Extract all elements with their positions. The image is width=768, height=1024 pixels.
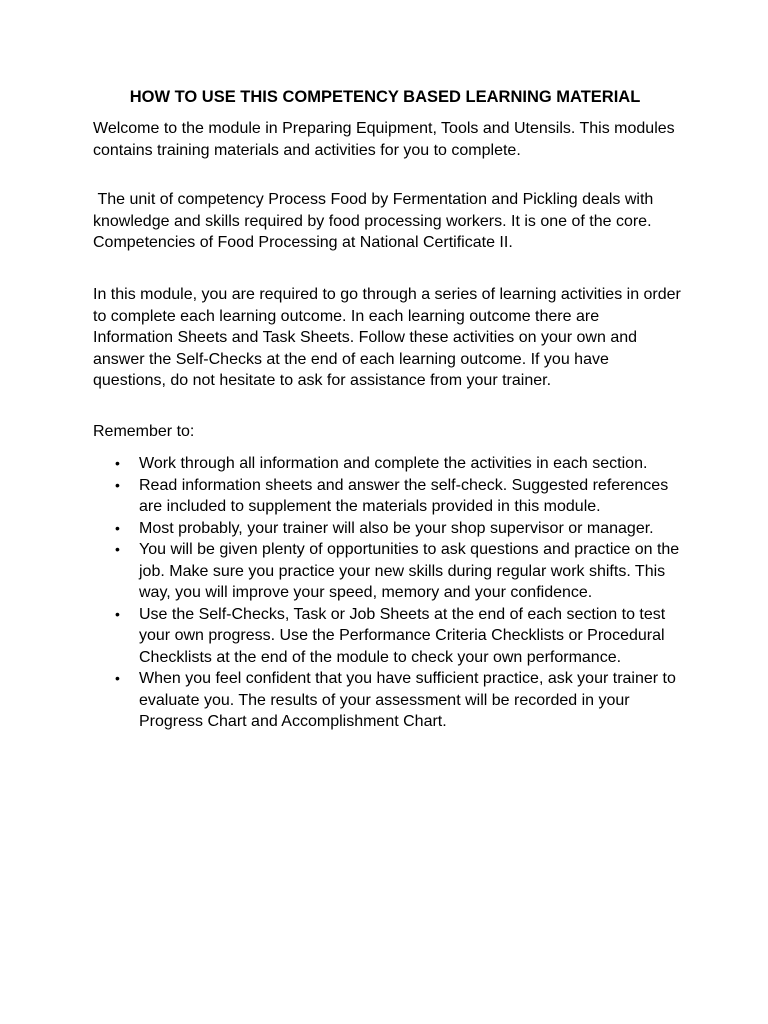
welcome-paragraph: Welcome to the module in Preparing Equipment, Tools and Utensils. This modules contains training materials and activities for you to complete.: [93, 120, 675, 159]
list-item: [93, 604, 683, 669]
bullet-icon: •: [115, 605, 120, 622]
list-item-text: Work through all information and complete the activities in each section.: [139, 455, 648, 472]
bullet-icon: •: [115, 541, 120, 557]
module-instructions-paragraph: In this module, you are required to go through a series of learning activities in order to complete each learning outcome. In each learning outcome there are Information Sheets and Task Sheets. Follow these activities on your own and answer the Self-Checks at the end of each learning outcome. If you have questions, do not hesitate to ask for assistance from your trainer.: [93, 286, 681, 389]
list-item: [93, 475, 683, 518]
list-item-text: Most probably, your trainer will also be your shop supervisor or manager.: [139, 519, 654, 537]
remember-list: [93, 453, 683, 733]
list-item: [93, 518, 683, 540]
bullet-icon: •: [115, 455, 120, 471]
bullet-icon: •: [115, 519, 120, 536]
list-item: [93, 668, 683, 733]
list-item-text: When you feel confident that you have sufficient practice, ask your trainer to evaluate you. The results of your assessment will be recorded in your Progress Chart and Accomplishment Chart.: [139, 670, 676, 730]
list-item-text: Use the Self-Checks, Task or Job Sheets at the end of each section to test your own progress. Use the Performance Criteria Checklists or Procedural Checklists at the end of the module to check your own performance.: [139, 605, 666, 666]
bullet-icon: •: [115, 670, 120, 686]
list-item: [93, 539, 683, 604]
page-title: HOW TO USE THIS COMPETENCY BASED LEARNING MATERIAL: [129, 88, 641, 106]
unit-of-competency-paragraph: The unit of competency Process Food by Fermentation and Pickling deals with knowledge and skills required by food processing workers. It is one of the core. Competencies of Food Processing at National Certificate II.: [93, 191, 658, 251]
remember-label: Remember to:: [93, 423, 195, 440]
list-item-text: You will be given plenty of opportunities to ask questions and practice on the job. Make sure you practice your new skills during regular work shifts. This way, you will improve your speed, memory and your confidence.: [139, 541, 680, 601]
list-item: [93, 453, 683, 475]
bullet-icon: •: [115, 476, 120, 493]
list-item-text: Read information sheets and answer the self-check. Suggested references are included to supplement the materials provided in this module.: [139, 476, 669, 515]
